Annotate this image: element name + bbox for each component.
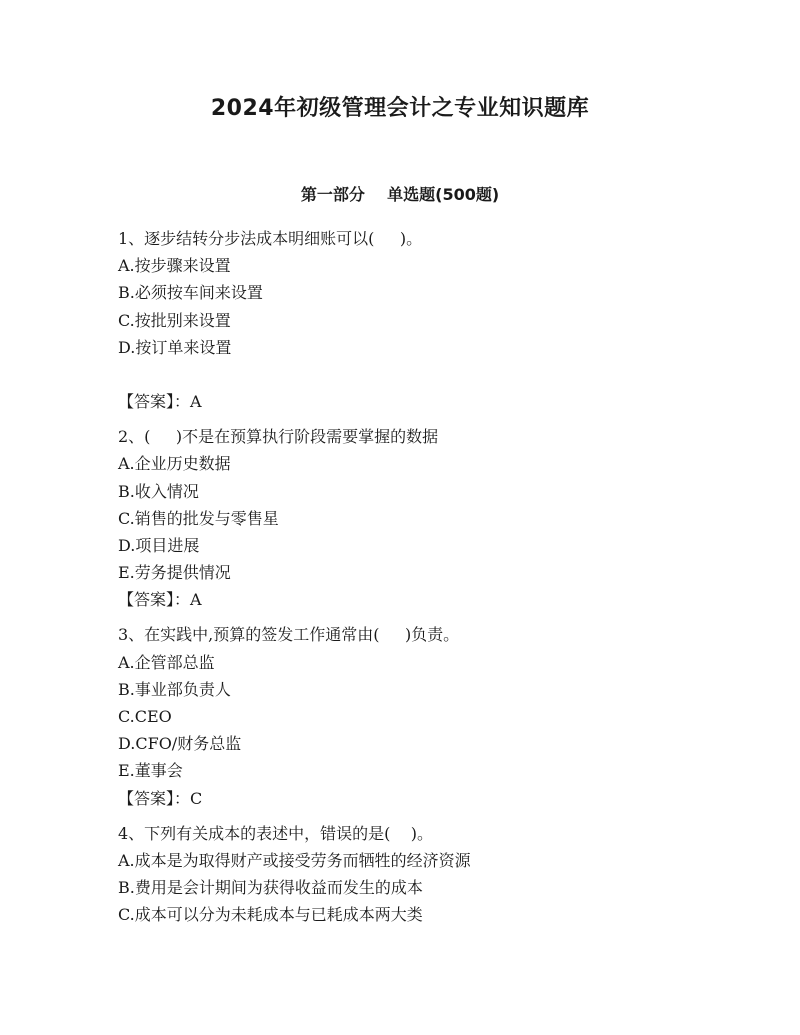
answer-label: 【答案】： (118, 391, 191, 411)
option-a: A.企管部总监 (118, 652, 215, 672)
option-e: E.董事会 (118, 761, 183, 781)
answer-value: C (190, 788, 203, 808)
answer-line (118, 785, 758, 812)
document-title: 2024年初级管理会计之专业知识题库 (210, 96, 590, 121)
section-heading: 第一部分 单选题(500题) (300, 185, 500, 204)
option-a: A.按步骤来设置 (118, 256, 231, 276)
spacer (118, 361, 758, 388)
question-4 (118, 820, 758, 929)
question-stem: 4、下列有关成本的表述中，错误的是( )。 (118, 823, 434, 843)
option-a: A.企业历史数据 (118, 454, 231, 474)
option-c: C.CEO (118, 707, 172, 726)
spacer (118, 812, 758, 820)
option-c: C.成本可以分为未耗成本与已耗成本两大类 (118, 905, 423, 925)
question-list (118, 225, 758, 929)
option-d: D.CFO/财务总监 (118, 734, 242, 754)
option-c: C.按批别来设置 (118, 310, 231, 330)
answer-value: A (190, 391, 202, 411)
option-b: B.费用是会计期间为获得收益而发生的成本 (118, 878, 423, 898)
answer-label: 【答案】： (118, 590, 191, 610)
question-stem: 3、在实践中,预算的签发工作通常由( )负责。 (118, 625, 460, 645)
option-b: B.收入情况 (118, 481, 199, 501)
answer-value: A (190, 590, 202, 610)
answer-line (118, 388, 758, 415)
option-a: A.成本是为取得财产或接受劳务而牺牲的经济资源 (118, 850, 471, 870)
option-e: E.劳务提供情况 (118, 563, 231, 583)
question-1 (118, 225, 758, 415)
spacer (118, 415, 758, 423)
option-d: D.项目进展 (118, 535, 200, 555)
question-stem: 1、逐步结转分步法成本明细账可以( )。 (118, 229, 423, 248)
option-d: D.按订单来设置 (118, 337, 232, 357)
answer-label: 【答案】： (118, 788, 191, 808)
spacer (118, 613, 758, 621)
answer-line (118, 586, 758, 613)
option-c: C.销售的批发与零售星 (118, 508, 279, 528)
question-stem: 2、( )不是在预算执行阶段需要掌握的数据 (118, 427, 439, 447)
question-3 (118, 621, 758, 811)
question-2 (118, 423, 758, 613)
option-b: B.必须按车间来设置 (118, 283, 263, 303)
option-b: B.事业部负责人 (118, 679, 231, 699)
